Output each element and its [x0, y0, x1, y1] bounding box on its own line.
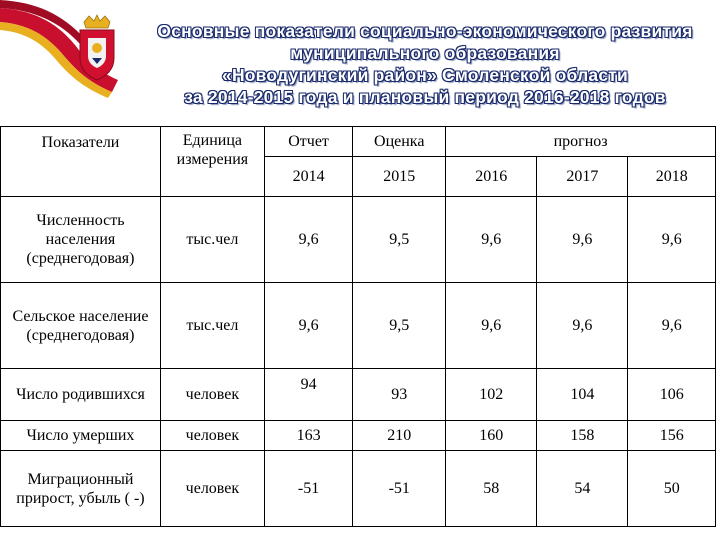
title-line-3: «Новодугинский район» Смоленской области: [222, 65, 628, 85]
coat-of-arms-icon: [72, 14, 122, 82]
row-name: Число умерших: [1, 421, 161, 451]
row-value: 9,6: [446, 283, 537, 369]
row-value: 9,6: [537, 283, 628, 369]
year-2016: 2016: [446, 157, 537, 197]
title-line-1: Основные показатели социально-экономического развития: [157, 21, 693, 41]
row-value: 9,6: [537, 197, 628, 283]
row-value: 156: [628, 421, 716, 451]
row-value: 163: [264, 421, 352, 451]
row-unit: человек: [160, 451, 264, 527]
title-line-4: за 2014-2015 года и плановый период 2016-2018 годов: [184, 87, 666, 107]
row-value: 9,6: [264, 197, 352, 283]
header-forecast: прогноз: [446, 127, 716, 157]
row-value: 9,6: [628, 197, 716, 283]
row-unit: человек: [160, 421, 264, 451]
row-value: 9,5: [353, 197, 446, 283]
row-value: [264, 369, 352, 421]
header-indicator: Показатели: [1, 127, 161, 197]
header-estimate: Оценка: [353, 127, 446, 157]
page-title: [140, 20, 710, 108]
row-value: 9,6: [264, 283, 352, 369]
row-value: 58: [446, 451, 537, 527]
table-header-row: [1, 127, 716, 157]
table-row: [1, 369, 716, 421]
row-value: 102: [446, 369, 537, 421]
year-2015: 2015: [353, 157, 446, 197]
year-2017: 2017: [537, 157, 628, 197]
row-name: Миграционный прирост, убыль ( -): [1, 451, 161, 527]
row-name: Число родившихся: [1, 369, 161, 421]
row-name: Численность населения (среднегодовая): [1, 197, 161, 283]
table-row: [1, 451, 716, 527]
row-value: 158: [537, 421, 628, 451]
row-value-text: 94: [300, 376, 317, 393]
table-row: [1, 421, 716, 451]
title-line-2: муниципального образования: [290, 43, 560, 63]
row-value: 104: [537, 369, 628, 421]
table-row: [1, 283, 716, 369]
row-value: 160: [446, 421, 537, 451]
row-value: 93: [353, 369, 446, 421]
indicators-table: [0, 126, 716, 527]
row-value: 210: [353, 421, 446, 451]
header-report: Отчет: [264, 127, 352, 157]
row-name: Сельское население (среднегодовая): [1, 283, 161, 369]
row-value: 9,6: [446, 197, 537, 283]
row-value: -51: [264, 451, 352, 527]
row-unit: тыс.чел: [160, 197, 264, 283]
year-2018: 2018: [628, 157, 716, 197]
row-unit: человек: [160, 369, 264, 421]
row-value: 106: [628, 369, 716, 421]
row-value: 50: [628, 451, 716, 527]
row-value: 9,5: [353, 283, 446, 369]
row-unit: тыс.чел: [160, 283, 264, 369]
row-value: 54: [537, 451, 628, 527]
row-value: -51: [353, 451, 446, 527]
year-2014: 2014: [264, 157, 352, 197]
table-row: [1, 197, 716, 283]
header-unit: Единица измерения: [160, 127, 264, 197]
row-value: 9,6: [628, 283, 716, 369]
